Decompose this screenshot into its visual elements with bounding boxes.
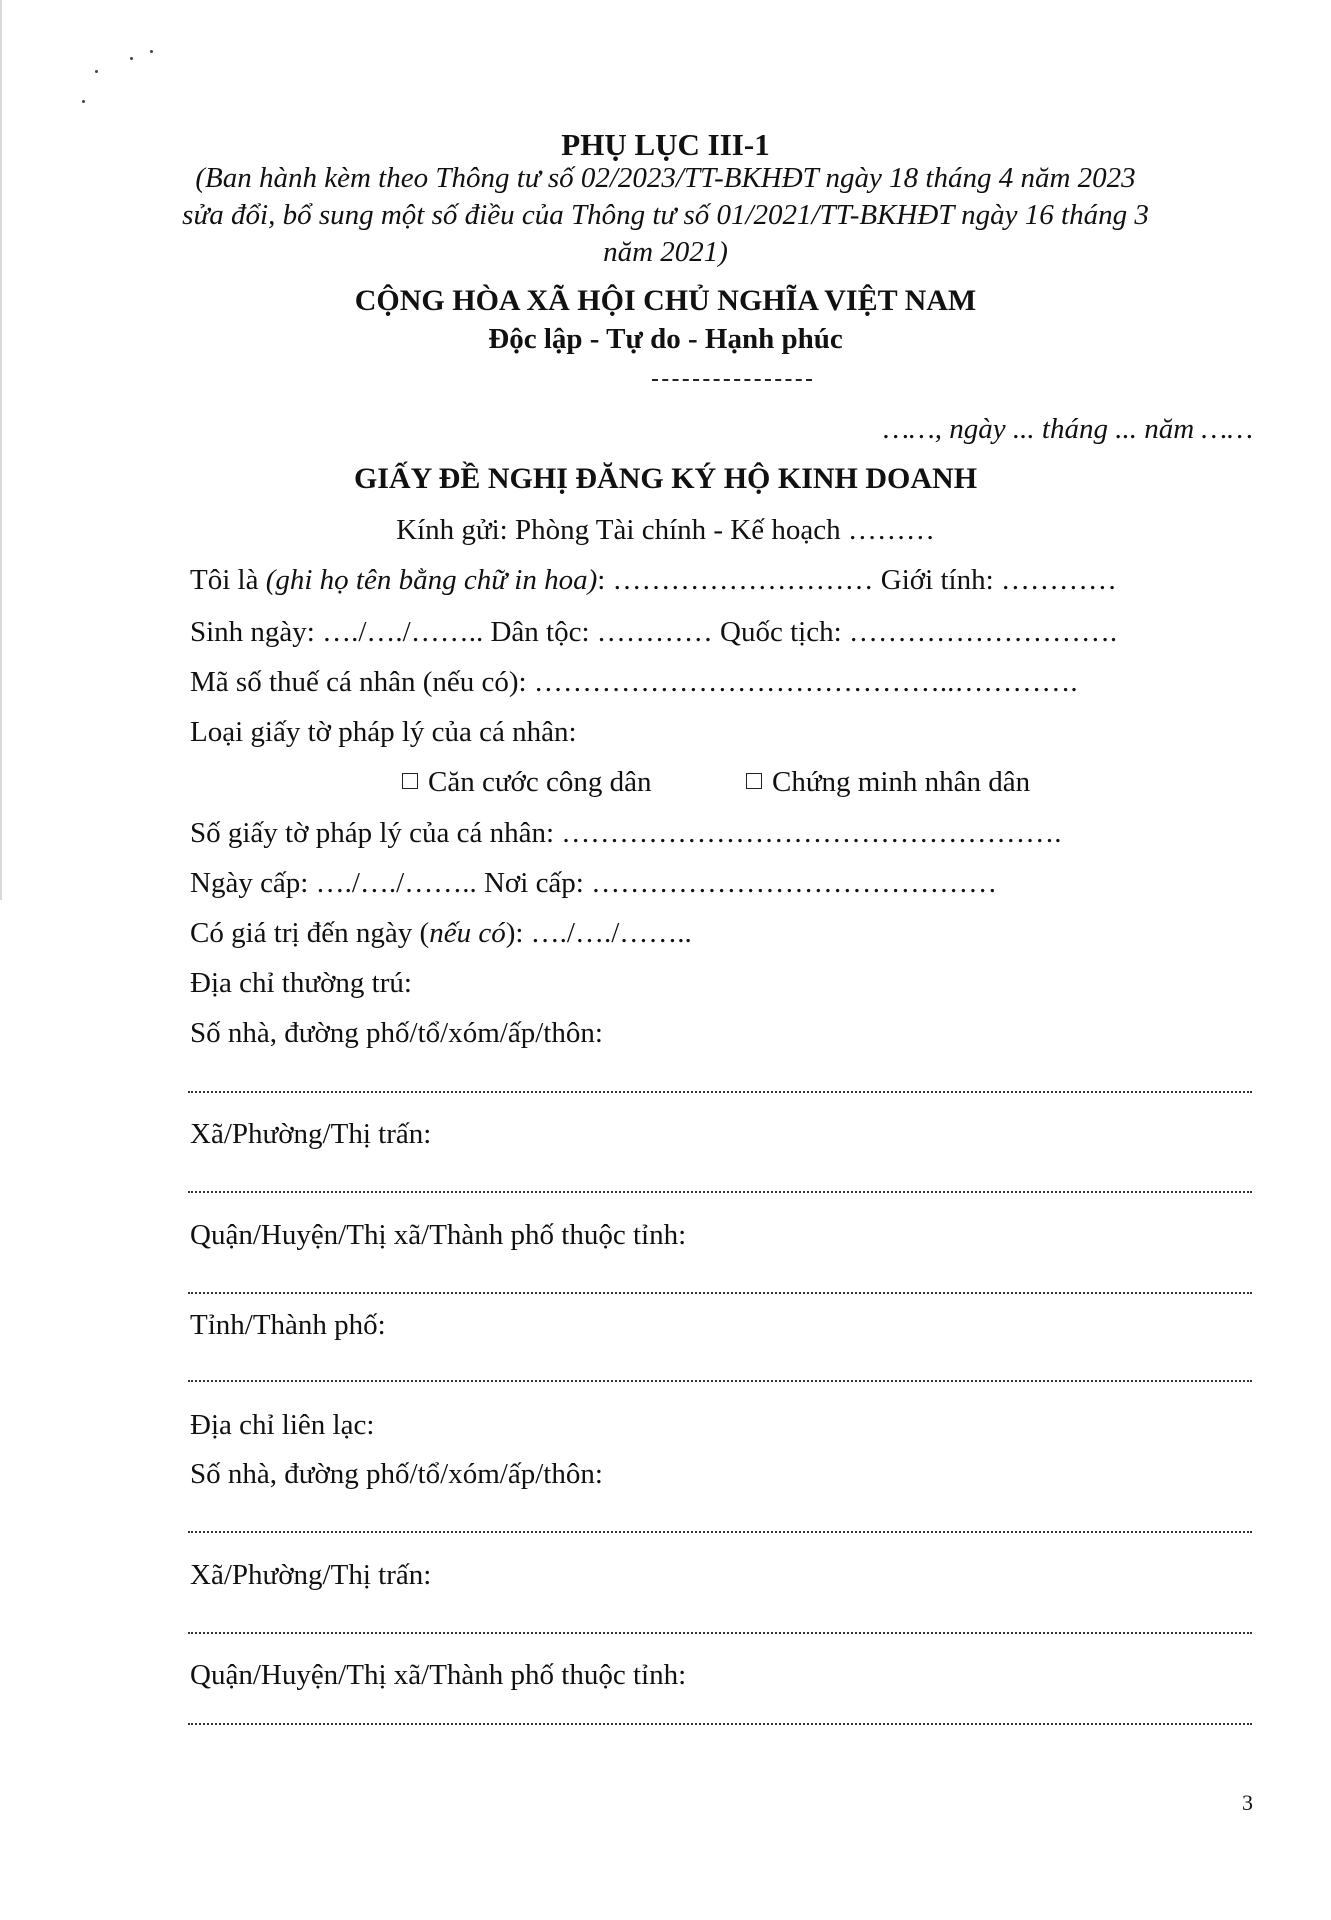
citizen-id-label: Căn cước công dân	[428, 766, 652, 798]
scan-speck	[95, 70, 98, 73]
perm-district-label: Quận/Huyện/Thị xã/Thành phố thuộc tỉnh:	[190, 1219, 687, 1251]
appendix-note-line-3: năm 2021)	[603, 236, 728, 268]
appendix-note-line-1: (Ban hành kèm theo Thông tư số 02/2023/TT-BKHĐT ngày 18 tháng 4 năm 2023	[195, 162, 1136, 194]
contact-street-label: Số nhà, đường phố/tổ/xóm/ấp/thôn:	[190, 1458, 603, 1490]
national-title: CỘNG HÒA XÃ HỘI CHỦ NGHĨA VIỆT NAM	[354, 284, 977, 317]
contact-ward-dotted-line	[188, 1632, 1252, 1634]
option-identity-card	[746, 766, 1030, 799]
valid-until-label: Có giá trị đến ngày (	[190, 917, 430, 949]
valid-until-hint: nếu có	[429, 917, 506, 949]
identity-card-checkbox	[746, 773, 762, 789]
scan-speck	[150, 50, 153, 53]
contact-address-label: Địa chỉ liên lạc:	[190, 1409, 375, 1441]
perm-province-label: Tỉnh/Thành phố:	[190, 1309, 386, 1341]
perm-ward-dotted-line	[188, 1191, 1252, 1193]
valid-until-field: ): …./…./……..	[505, 917, 692, 949]
perm-district-dotted-line	[188, 1292, 1252, 1294]
citizen-id-checkbox	[402, 773, 418, 789]
appendix-title: PHỤ LỤC III-1	[561, 127, 770, 162]
full-name-hint: (ghi họ tên bằng chữ in hoa)	[265, 564, 598, 596]
permanent-address-label: Địa chỉ thường trú:	[190, 967, 412, 999]
contact-ward-label: Xã/Phường/Thị trấn:	[190, 1559, 432, 1591]
contact-street-dotted-line	[188, 1531, 1252, 1533]
legal-doc-number-line: Số giấy tờ pháp lý của cá nhân: …………………………………………….	[190, 817, 1062, 849]
identity-card-label: Chứng minh nhân dân	[772, 766, 1031, 798]
legal-doc-type-label: Loại giấy tờ pháp lý của cá nhân:	[190, 716, 577, 748]
full-name-line	[190, 564, 1117, 597]
full-name-label: Tôi là	[190, 564, 266, 596]
scan-speck	[82, 100, 85, 103]
perm-street-label: Số nhà, đường phố/tổ/xóm/ấp/thôn:	[190, 1017, 603, 1049]
scan-speck	[130, 57, 133, 60]
valid-until-line	[190, 917, 692, 950]
perm-street-dotted-line	[188, 1091, 1252, 1093]
appendix-note-line-2: sửa đổi, bổ sung một số điều của Thông tư số 01/2021/TT-BKHĐT ngày 16 tháng 3	[182, 199, 1149, 231]
contact-district-label: Quận/Huyện/Thị xã/Thành phố thuộc tỉnh:	[190, 1659, 687, 1691]
tax-code-line: Mã số thuế cá nhân (nếu có): ……………………………………..………….	[190, 666, 1078, 698]
recipient-line: Kính gửi: Phòng Tài chính - Kế hoạch ………	[396, 514, 935, 546]
perm-province-dotted-line	[188, 1380, 1252, 1382]
motto-divider	[652, 379, 812, 381]
form-title: GIẤY ĐỀ NGHỊ ĐĂNG KÝ HỘ KINH DOANH	[353, 462, 978, 495]
contact-district-dotted-line	[188, 1723, 1252, 1725]
full-name-gender-field: : ……………………… Giới tính: …………	[597, 564, 1117, 596]
page-number: 3	[1242, 1790, 1253, 1815]
dob-ethnicity-nationality-line: Sinh ngày: …./…./…….. Dân tộc: ………… Quốc tịch: ……………………….	[190, 616, 1118, 648]
perm-ward-label: Xã/Phường/Thị trấn:	[190, 1118, 432, 1150]
national-motto: Độc lập - Tự do - Hạnh phúc	[488, 323, 843, 355]
option-citizen-id	[402, 766, 652, 799]
issue-date-place-line: Ngày cấp: …./…./…….. Nơi cấp: ……………………………………	[190, 867, 998, 899]
date-line: ……, ngày ... tháng ... năm ……	[883, 413, 1253, 445]
